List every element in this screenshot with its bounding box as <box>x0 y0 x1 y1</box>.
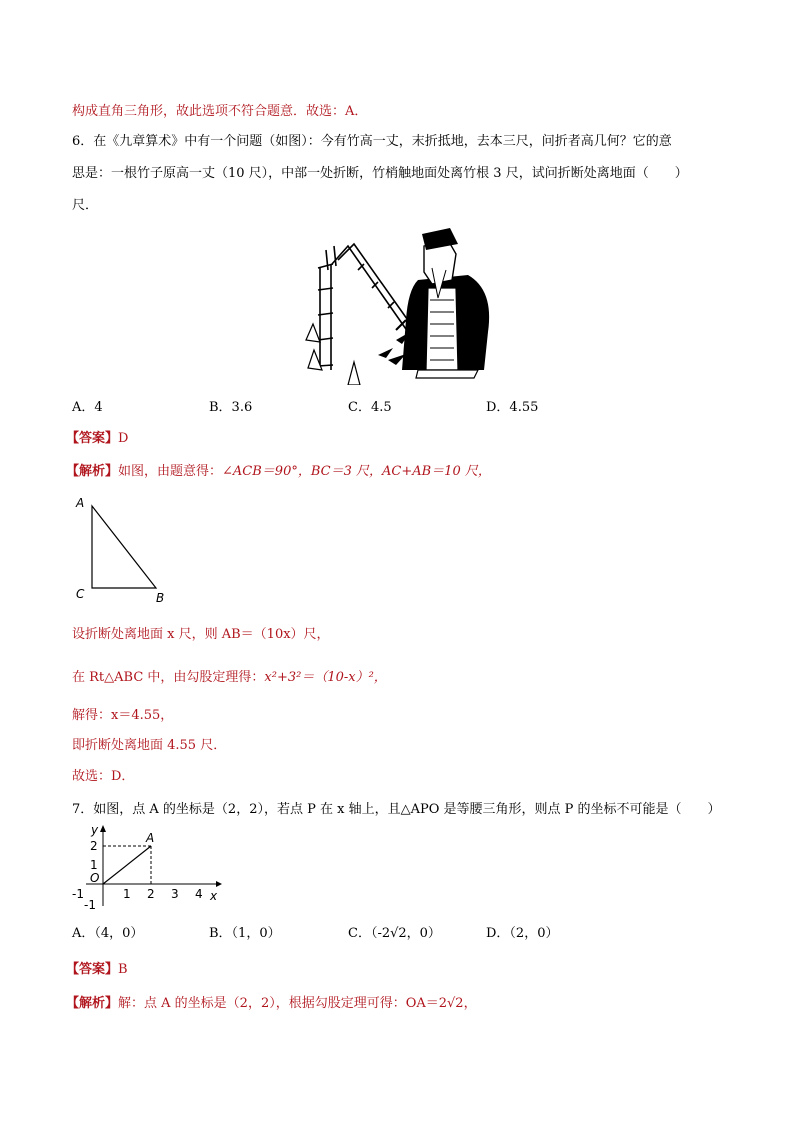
bamboo-shoots <box>306 324 360 385</box>
triangle-abc <box>92 506 156 588</box>
x-axis-label: x <box>210 889 218 903</box>
y-tick-2: 2 <box>90 839 98 853</box>
origin-label: O <box>90 871 100 885</box>
q5-conclusion: 构成直角三角形，故此选项不符合题意．故选：A． <box>72 104 368 119</box>
q7-analysis-line <box>66 995 477 1013</box>
q6-stem-line2: 思是：一根竹子原高一丈（10 尺），中部一处折断，竹梢触地面处离竹根 3 尺，试问折断处离地面（ ） <box>72 166 688 181</box>
q7-option-c: C．（-2√2，0） <box>348 926 441 941</box>
point-a-label: A <box>146 831 155 845</box>
scholar-figure <box>396 228 489 378</box>
x-tick-2: 2 <box>147 887 155 901</box>
q6-option-a: A．4 <box>72 400 103 415</box>
answer-tag: 【答案】 <box>66 431 119 446</box>
x-axis-arrow <box>216 881 222 887</box>
q6-step2-equation: x²+3²＝（10-x）²， <box>264 670 387 685</box>
q6-option-b: B．3.6 <box>209 400 253 415</box>
analysis-tag: 【解析】 <box>66 464 119 479</box>
analysis-tag: 【解析】 <box>66 996 119 1011</box>
q6-step2 <box>72 669 387 687</box>
q6-stem-line1: 6．在《九章算术》中有一个问题（如图）：今有竹高一丈，末折抵地，去本三尺，问折者高几何？它的意 <box>72 134 672 149</box>
vertex-a-label: A <box>76 496 85 510</box>
vertex-c-label: C <box>76 587 85 601</box>
coordinate-plane-figure <box>66 822 226 914</box>
q6-step4: 即折断处离地面 4.55 尺． <box>72 738 227 753</box>
q6-step2-pre: 在 Rt△ABC 中，由勾股定理得： <box>72 670 265 685</box>
answer-tag: 【答案】 <box>66 962 119 977</box>
q7-answer: B <box>118 962 128 977</box>
x-tick-3: 3 <box>171 887 179 901</box>
q6-option-d: D．4.55 <box>486 400 539 415</box>
q6-answer: D <box>118 431 129 446</box>
q7-answer-line <box>66 961 128 979</box>
q7-analysis: 解：点 A 的坐标是（2，2），根据勾股定理可得：OA＝2√2， <box>118 996 477 1011</box>
y-tick-neg1: -1 <box>84 898 96 912</box>
q6-answer-line <box>66 430 128 448</box>
y-axis-label: y <box>91 823 99 837</box>
q7-option-b: B．（1，0） <box>209 926 281 941</box>
segment-oa <box>103 846 151 884</box>
right-triangle-figure <box>70 492 180 607</box>
q6-analysis-intro: 如图，由题意得： <box>118 464 223 479</box>
q6-analysis-given: ∠ACB＝90°，BC＝3 尺，AC+AB＝10 尺， <box>222 464 491 479</box>
q6-option-c: C．4.5 <box>348 400 392 415</box>
bamboo-stalk <box>318 244 412 370</box>
y-tick-1: 1 <box>90 858 98 872</box>
q6-step5: 故选：D． <box>72 769 135 784</box>
x-tick-neg1: -1 <box>72 887 84 901</box>
q7-stem: 7．如图，点 A 的坐标是（2，2），若点 P 在 x 轴上，且△APO 是等腰三角形，则点 P 的坐标不可能是（ ） <box>72 802 721 817</box>
q6-step1: 设折断处离地面 x 尺，则 AB＝（10x）尺， <box>72 627 330 642</box>
vertex-b-label: B <box>156 591 165 605</box>
q6-analysis-line <box>66 463 491 481</box>
q6-stem-line3: 尺． <box>72 198 99 213</box>
q7-option-a: A．（4，0） <box>72 926 144 941</box>
x-tick-4: 4 <box>195 887 203 901</box>
q7-option-d: D．（2，0） <box>486 926 559 941</box>
bamboo-scholar-illustration <box>298 220 498 385</box>
x-tick-1: 1 <box>123 887 131 901</box>
q6-step3: 解得：x＝4.55， <box>72 708 174 723</box>
y-axis-arrow <box>100 825 106 832</box>
